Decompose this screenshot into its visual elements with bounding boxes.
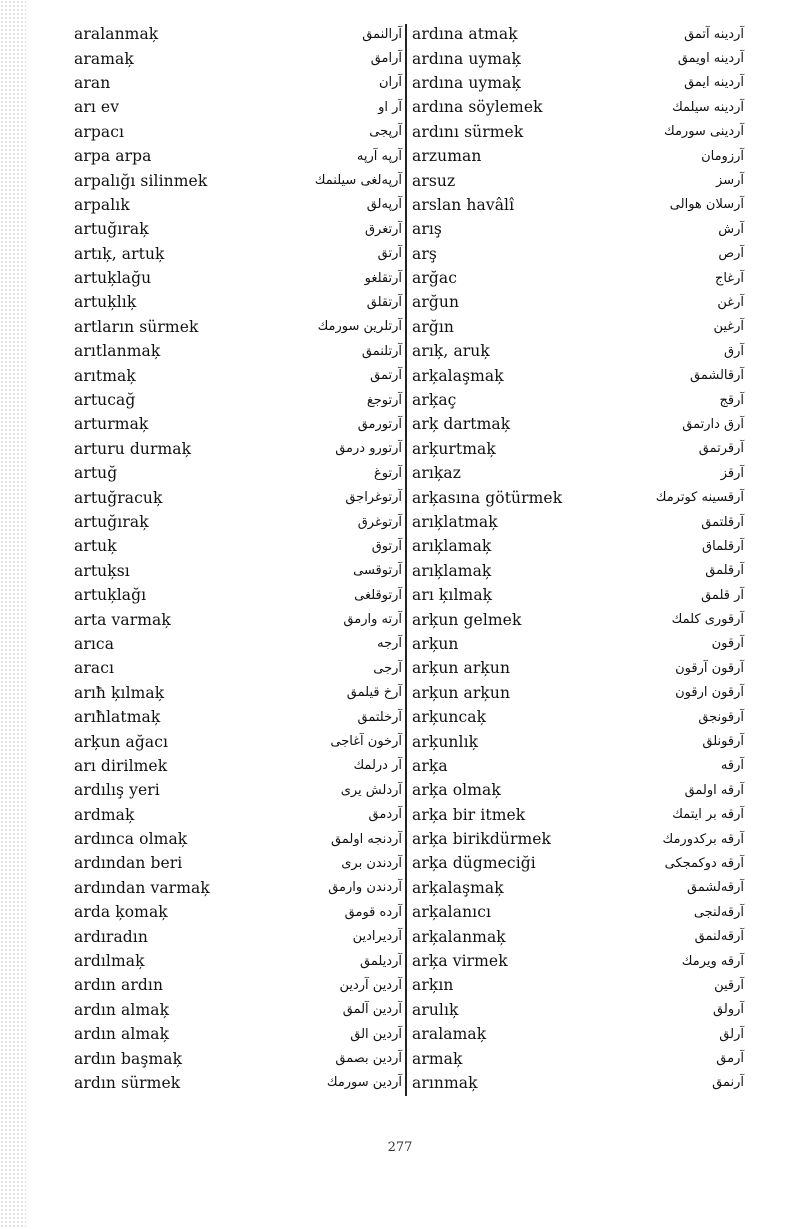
dictionary-entry bbox=[74, 1071, 402, 1095]
entry-latin: arķun bbox=[412, 634, 459, 653]
entry-latin: artuķsı bbox=[74, 561, 130, 580]
entry-ottoman: آردینه سیلمك bbox=[672, 99, 744, 115]
dictionary-entry bbox=[412, 290, 744, 314]
entry-latin: artuğracuķ bbox=[74, 488, 163, 507]
entry-ottoman: آر قلمق bbox=[701, 587, 744, 603]
entry-latin: arıħ ķılmaķ bbox=[74, 683, 165, 702]
entry-ottoman: آرق bbox=[724, 343, 744, 359]
dictionary-entry bbox=[74, 437, 402, 461]
dictionary-entry bbox=[412, 193, 744, 217]
entry-ottoman: آردنجه اولمق bbox=[331, 831, 402, 847]
dictionary-entry bbox=[412, 729, 744, 753]
dictionary-entry bbox=[412, 632, 744, 656]
right-column bbox=[412, 22, 744, 1095]
entry-ottoman: آرقەلنمق bbox=[694, 929, 744, 945]
dictionary-entry bbox=[412, 437, 744, 461]
dictionary-entry bbox=[412, 656, 744, 680]
dictionary-entry bbox=[412, 900, 744, 924]
dictionary-entry bbox=[74, 485, 402, 509]
entry-latin: arpalık bbox=[74, 195, 130, 214]
entry-ottoman: آرتمق bbox=[370, 368, 402, 384]
entry-ottoman: آرتوقلغی bbox=[354, 587, 402, 603]
dictionary-entry bbox=[412, 144, 744, 168]
entry-latin: artuķlağı bbox=[74, 586, 147, 605]
entry-ottoman: آردندن بری bbox=[341, 855, 402, 871]
entry-latin: aralanmaķ bbox=[74, 25, 159, 44]
dictionary-entry bbox=[412, 22, 744, 46]
entry-ottoman: آرقه bbox=[720, 758, 744, 774]
entry-ottoman: آرپەلغی سیلنمك bbox=[314, 173, 402, 189]
entry-ottoman: آرتقلق bbox=[366, 294, 402, 310]
entry-ottoman: آردندن وارمق bbox=[328, 880, 402, 896]
entry-ottoman: آرسلان هوالی bbox=[669, 197, 744, 213]
entry-ottoman: آرقسینه کوترمك bbox=[655, 490, 744, 506]
dictionary-entry bbox=[74, 266, 402, 290]
dictionary-entry bbox=[74, 46, 402, 70]
entry-latin: arķurtmaķ bbox=[412, 439, 496, 458]
dictionary-entry bbox=[74, 290, 402, 314]
entry-latin: arķun gelmek bbox=[412, 610, 522, 629]
dictionary-entry bbox=[74, 973, 402, 997]
entry-ottoman: آردین آردین bbox=[339, 977, 402, 993]
entry-ottoman: آردین سورمك bbox=[326, 1075, 402, 1091]
dictionary-entry bbox=[412, 681, 744, 705]
entry-ottoman: آرمق bbox=[716, 1051, 744, 1067]
entry-latin: aran bbox=[74, 73, 111, 92]
entry-latin: arturmaķ bbox=[74, 415, 149, 434]
dictionary-entry bbox=[74, 95, 402, 119]
entry-latin: ardın almaķ bbox=[74, 1000, 170, 1019]
entry-ottoman: آردیلمق bbox=[360, 953, 402, 969]
dictionary-entry bbox=[74, 656, 402, 680]
dictionary-entry bbox=[74, 949, 402, 973]
entry-ottoman: آرص bbox=[718, 246, 744, 262]
entry-latin: arķ dartmaķ bbox=[412, 415, 511, 434]
entry-latin: arıķlamaķ bbox=[412, 561, 492, 580]
dictionary-entry bbox=[74, 705, 402, 729]
entry-ottoman: آرته وارمق bbox=[343, 612, 402, 628]
dictionary-entry bbox=[412, 973, 744, 997]
dictionary-entry bbox=[412, 876, 744, 900]
entry-latin: arķalaşmaķ bbox=[412, 366, 504, 385]
entry-latin: arıca bbox=[74, 634, 115, 653]
dictionary-entry bbox=[74, 144, 402, 168]
dictionary-entry bbox=[74, 168, 402, 192]
entry-ottoman: آرقونلق bbox=[702, 734, 744, 750]
dictionary-entry bbox=[412, 583, 744, 607]
dictionary-entry bbox=[412, 803, 744, 827]
entry-latin: arpalığı silinmek bbox=[74, 171, 208, 190]
entry-latin: ardına atmaķ bbox=[412, 25, 518, 44]
entry-ottoman: آرخلتمق bbox=[357, 709, 402, 725]
entry-latin: aramaķ bbox=[74, 49, 134, 68]
entry-ottoman: آردیرادین bbox=[352, 929, 402, 945]
entry-latin: arıķlamaķ bbox=[412, 537, 492, 556]
entry-latin: aralamaķ bbox=[412, 1025, 487, 1044]
dictionary-entry bbox=[74, 388, 402, 412]
entry-ottoman: آردینه اویمق bbox=[677, 51, 744, 67]
entry-ottoman: آرتورمق bbox=[357, 416, 402, 432]
entry-ottoman: آردین بصمق bbox=[335, 1051, 402, 1067]
entry-latin: arķaç bbox=[412, 391, 457, 410]
entry-latin: arsuz bbox=[412, 171, 456, 190]
entry-latin: artların sürmek bbox=[74, 317, 199, 336]
dictionary-entry bbox=[412, 827, 744, 851]
entry-ottoman: آرامق bbox=[370, 51, 402, 67]
entry-latin: artucağ bbox=[74, 391, 136, 410]
entry-latin: ardına uymaķ bbox=[412, 49, 521, 68]
dictionary-entry bbox=[412, 95, 744, 119]
entry-latin: arı ev bbox=[74, 98, 120, 117]
entry-ottoman: آرتلرین سورمك bbox=[317, 319, 402, 335]
dictionary-entry bbox=[412, 217, 744, 241]
entry-ottoman: آرقه بر ایتمك bbox=[672, 807, 744, 823]
entry-latin: arpacı bbox=[74, 122, 125, 141]
entry-latin: arıķaz bbox=[412, 464, 462, 483]
dictionary-entry bbox=[412, 705, 744, 729]
entry-latin: ardın sürmek bbox=[74, 1073, 181, 1092]
entry-latin: arzuman bbox=[412, 147, 482, 166]
dictionary-entry bbox=[74, 510, 402, 534]
page-number: 277 bbox=[387, 1140, 413, 1155]
entry-latin: arķun arķun bbox=[412, 683, 511, 702]
entry-latin: arķasına götürmek bbox=[412, 488, 563, 507]
entry-latin: ardından beri bbox=[74, 854, 183, 873]
dictionary-entry bbox=[74, 827, 402, 851]
entry-ottoman: آرتقلغو bbox=[364, 270, 402, 286]
entry-latin: ardından varmaķ bbox=[74, 878, 210, 897]
entry-latin: arķalanmaķ bbox=[412, 927, 506, 946]
dictionary-entry bbox=[74, 778, 402, 802]
dictionary-entry bbox=[74, 803, 402, 827]
entry-latin: arıķlatmaķ bbox=[412, 513, 498, 531]
entry-latin: arpa arpa bbox=[74, 147, 152, 166]
entry-latin: arķalaşmaķ bbox=[412, 878, 504, 897]
entry-latin: artuķ bbox=[74, 537, 117, 556]
entry-ottoman: آرقون ارقون bbox=[675, 685, 744, 701]
entry-ottoman: آردینه آتمق bbox=[684, 26, 744, 42]
entry-latin: arıķ, aruķ bbox=[412, 342, 490, 361]
entry-latin: ardına söylemek bbox=[412, 98, 543, 117]
entry-latin: arķa bir itmek bbox=[412, 805, 526, 824]
entry-ottoman: آرقون bbox=[711, 636, 744, 652]
dictionary-entry bbox=[74, 412, 402, 436]
entry-ottoman: آرغاج bbox=[714, 270, 744, 286]
dictionary-entry bbox=[412, 363, 744, 387]
entry-ottoman: آرتوغ bbox=[374, 465, 402, 481]
left-column bbox=[74, 22, 402, 1095]
dictionary-entry bbox=[74, 22, 402, 46]
entry-latin: artuķlağu bbox=[74, 269, 152, 288]
entry-ottoman: آرقرتمق bbox=[698, 441, 744, 457]
entry-latin: ardın almaķ bbox=[74, 1025, 170, 1044]
entry-ottoman: آرپجی bbox=[369, 124, 402, 140]
dictionary-entry bbox=[412, 120, 744, 144]
dictionary-entry bbox=[412, 1071, 744, 1095]
entry-ottoman: آرقلتمق bbox=[701, 514, 744, 530]
dictionary-entry bbox=[74, 900, 402, 924]
entry-latin: aracı bbox=[74, 659, 115, 678]
entry-ottoman: آرجه bbox=[377, 636, 402, 652]
entry-ottoman: آردلش یری bbox=[340, 782, 402, 798]
dictionary-entry bbox=[412, 754, 744, 778]
entry-ottoman: آرش bbox=[718, 221, 744, 237]
entry-latin: arıħlatmaķ bbox=[74, 708, 161, 727]
entry-latin: ardınca olmaķ bbox=[74, 830, 188, 849]
dictionary-entry bbox=[412, 266, 744, 290]
dictionary-entry bbox=[412, 510, 744, 534]
entry-ottoman: آر درلمك bbox=[353, 758, 402, 774]
entry-ottoman: آرتوجغ bbox=[366, 392, 402, 408]
dictionary-entry bbox=[74, 461, 402, 485]
entry-ottoman: آرده قومق bbox=[344, 904, 402, 920]
entry-ottoman: آردینه ایمق bbox=[684, 75, 744, 91]
entry-ottoman: آر او bbox=[378, 99, 402, 115]
entry-latin: artıķ, artuķ bbox=[74, 244, 165, 263]
entry-ottoman: آرقونجق bbox=[698, 709, 744, 725]
entry-latin: artuğıraķ bbox=[74, 513, 149, 531]
entry-ottoman: آرپه آرپه bbox=[356, 148, 402, 164]
dictionary-entry bbox=[74, 851, 402, 875]
entry-latin: ardılmaķ bbox=[74, 952, 145, 971]
entry-ottoman: آرقه ویرمك bbox=[681, 953, 744, 969]
dictionary-entry bbox=[412, 1046, 744, 1070]
entry-ottoman: آرخ قیلمق bbox=[346, 685, 402, 701]
entry-ottoman: آرتوق bbox=[371, 538, 402, 554]
entry-latin: ardını sürmek bbox=[412, 122, 524, 141]
entry-latin: arı ķılmaķ bbox=[412, 586, 493, 605]
dictionary-entry bbox=[412, 851, 744, 875]
entry-latin: arķunlıķ bbox=[412, 732, 479, 751]
entry-latin: arķa olmaķ bbox=[412, 781, 501, 800]
dictionary-entry bbox=[74, 876, 402, 900]
dictionary-entry bbox=[74, 924, 402, 948]
dictionary-entry bbox=[412, 778, 744, 802]
entry-ottoman: آرتورو درمق bbox=[335, 441, 402, 457]
entry-latin: arķun arķun bbox=[412, 659, 511, 678]
dictionary-entry bbox=[74, 242, 402, 266]
entry-ottoman: آرقالشمق bbox=[690, 368, 744, 384]
entry-ottoman: آرغین bbox=[713, 319, 744, 335]
entry-ottoman: آران bbox=[378, 75, 402, 91]
dictionary-entry bbox=[412, 46, 744, 70]
dictionary-entry bbox=[412, 998, 744, 1022]
entry-ottoman: آرنمق bbox=[712, 1075, 744, 1091]
entry-latin: arğın bbox=[412, 317, 455, 336]
entry-ottoman: آرقه دوکمجکی bbox=[664, 855, 744, 871]
entry-latin: arķa bbox=[412, 756, 448, 775]
entry-ottoman: آرقون آرقون bbox=[675, 660, 744, 676]
entry-ottoman: آرقەلنجی bbox=[693, 904, 744, 920]
entry-ottoman: آردین الق bbox=[350, 1026, 402, 1042]
dictionary-entry bbox=[74, 754, 402, 778]
entry-ottoman: آرقین bbox=[714, 977, 744, 993]
dictionary-entry bbox=[412, 924, 744, 948]
dictionary-entry bbox=[74, 632, 402, 656]
entry-latin: arınmaķ bbox=[412, 1073, 478, 1092]
entry-latin: ardmaķ bbox=[74, 805, 135, 824]
entry-ottoman: آرقلمق bbox=[705, 563, 744, 579]
dictionary-entry bbox=[74, 583, 402, 607]
dictionary-entry bbox=[412, 339, 744, 363]
entry-latin: arķuncaķ bbox=[412, 708, 487, 727]
entry-latin: arğac bbox=[412, 269, 457, 288]
dictionary-entry bbox=[412, 485, 744, 509]
dictionary-entry bbox=[412, 534, 744, 558]
entry-ottoman: آرقج bbox=[719, 392, 744, 408]
entry-latin: arış bbox=[412, 220, 442, 239]
dictionary-entry bbox=[74, 120, 402, 144]
entry-ottoman: آرلق bbox=[719, 1026, 744, 1042]
dictionary-entry bbox=[412, 412, 744, 436]
dictionary-entry bbox=[74, 534, 402, 558]
entry-ottoman: آرتلنمق bbox=[361, 343, 402, 359]
entry-ottoman: آرخون آغاجی bbox=[330, 734, 402, 750]
entry-latin: arķa dügmeciği bbox=[412, 854, 536, 873]
dictionary-entry bbox=[74, 339, 402, 363]
entry-latin: arķalanıcı bbox=[412, 903, 492, 922]
entry-latin: arş bbox=[412, 244, 437, 263]
entry-latin: ardın ardın bbox=[74, 976, 164, 995]
entry-latin: arı dirilmek bbox=[74, 756, 168, 775]
entry-ottoman: آردین آلمق bbox=[342, 1002, 402, 1018]
dictionary-entry bbox=[74, 681, 402, 705]
dictionary-entry bbox=[412, 461, 744, 485]
entry-latin: arslan havâlî bbox=[412, 195, 515, 214]
entry-ottoman: آرسز bbox=[716, 173, 744, 189]
entry-ottoman: آرق دارتمق bbox=[682, 416, 744, 432]
entry-ottoman: آرپەلق bbox=[366, 197, 402, 213]
entry-ottoman: آرتغرق bbox=[364, 221, 402, 237]
entry-latin: arķa birikdürmek bbox=[412, 830, 552, 849]
entry-latin: arulıķ bbox=[412, 1000, 459, 1019]
entry-ottoman: آرغن bbox=[717, 294, 744, 310]
entry-latin: artuķlıķ bbox=[74, 293, 137, 312]
dictionary-entry bbox=[74, 1022, 402, 1046]
dictionary-entry bbox=[74, 217, 402, 241]
dictionary-entry bbox=[74, 193, 402, 217]
dictionary-entry bbox=[412, 388, 744, 412]
entry-ottoman: آرقه برکدورمك bbox=[662, 831, 744, 847]
entry-ottoman: آرقز bbox=[720, 465, 744, 481]
dictionary-entry bbox=[74, 363, 402, 387]
entry-latin: armaķ bbox=[412, 1049, 463, 1068]
dictionary-entry bbox=[412, 315, 744, 339]
entry-ottoman: آرقوری کلمك bbox=[671, 612, 744, 628]
dictionary-entry bbox=[412, 71, 744, 95]
entry-ottoman: آرولق bbox=[713, 1002, 744, 1018]
entry-latin: arķun ağacı bbox=[74, 732, 169, 751]
dictionary-entry bbox=[412, 559, 744, 583]
entry-latin: artuğıraķ bbox=[74, 220, 149, 239]
dictionary-entry bbox=[412, 607, 744, 631]
entry-ottoman: آرقلماق bbox=[702, 538, 744, 554]
dictionary-entry bbox=[74, 607, 402, 631]
entry-latin: arda ķomaķ bbox=[74, 903, 168, 922]
dictionary-entry bbox=[74, 315, 402, 339]
entry-ottoman: آرزومان bbox=[701, 148, 744, 164]
dictionary-entry bbox=[74, 71, 402, 95]
entry-ottoman: آرتوغراجق bbox=[345, 490, 402, 506]
entry-ottoman: آرقەلشمق bbox=[687, 880, 744, 896]
dictionary-entry bbox=[412, 1022, 744, 1046]
dictionary-entry bbox=[74, 729, 402, 753]
entry-ottoman: آردمق bbox=[368, 807, 402, 823]
entry-ottoman: آرتوقسی bbox=[353, 563, 402, 579]
entry-ottoman: آرتق bbox=[377, 246, 402, 262]
entry-latin: arıtmaķ bbox=[74, 366, 136, 385]
dictionary-entry bbox=[74, 998, 402, 1022]
dictionary-entry bbox=[74, 559, 402, 583]
entry-latin: arķın bbox=[412, 976, 454, 995]
scan-edge-shading bbox=[0, 0, 26, 1229]
entry-ottoman: آرجی bbox=[373, 660, 402, 676]
entry-ottoman: آردینی سورمك bbox=[664, 124, 744, 140]
entry-ottoman: آرتوغرق bbox=[357, 514, 402, 530]
entry-latin: ardıradın bbox=[74, 927, 148, 946]
entry-latin: arta varmaķ bbox=[74, 610, 171, 629]
dictionary-entry bbox=[412, 949, 744, 973]
dictionary-entry bbox=[74, 1046, 402, 1070]
entry-latin: arķa virmek bbox=[412, 952, 508, 971]
entry-latin: ardına uymaķ bbox=[412, 73, 521, 92]
entry-latin: ardılış yeri bbox=[74, 781, 160, 800]
entry-ottoman: آرالنمق bbox=[362, 26, 402, 42]
dictionary-entry bbox=[412, 242, 744, 266]
entry-latin: arturu durmaķ bbox=[74, 439, 192, 458]
dictionary-entry bbox=[412, 168, 744, 192]
entry-latin: arıtlanmaķ bbox=[74, 342, 161, 361]
entry-latin: arğun bbox=[412, 293, 460, 312]
entry-latin: artuğ bbox=[74, 464, 118, 483]
column-divider bbox=[405, 24, 407, 1096]
entry-ottoman: آرقه اولمق bbox=[684, 782, 744, 798]
entry-latin: ardın başmaķ bbox=[74, 1049, 183, 1068]
